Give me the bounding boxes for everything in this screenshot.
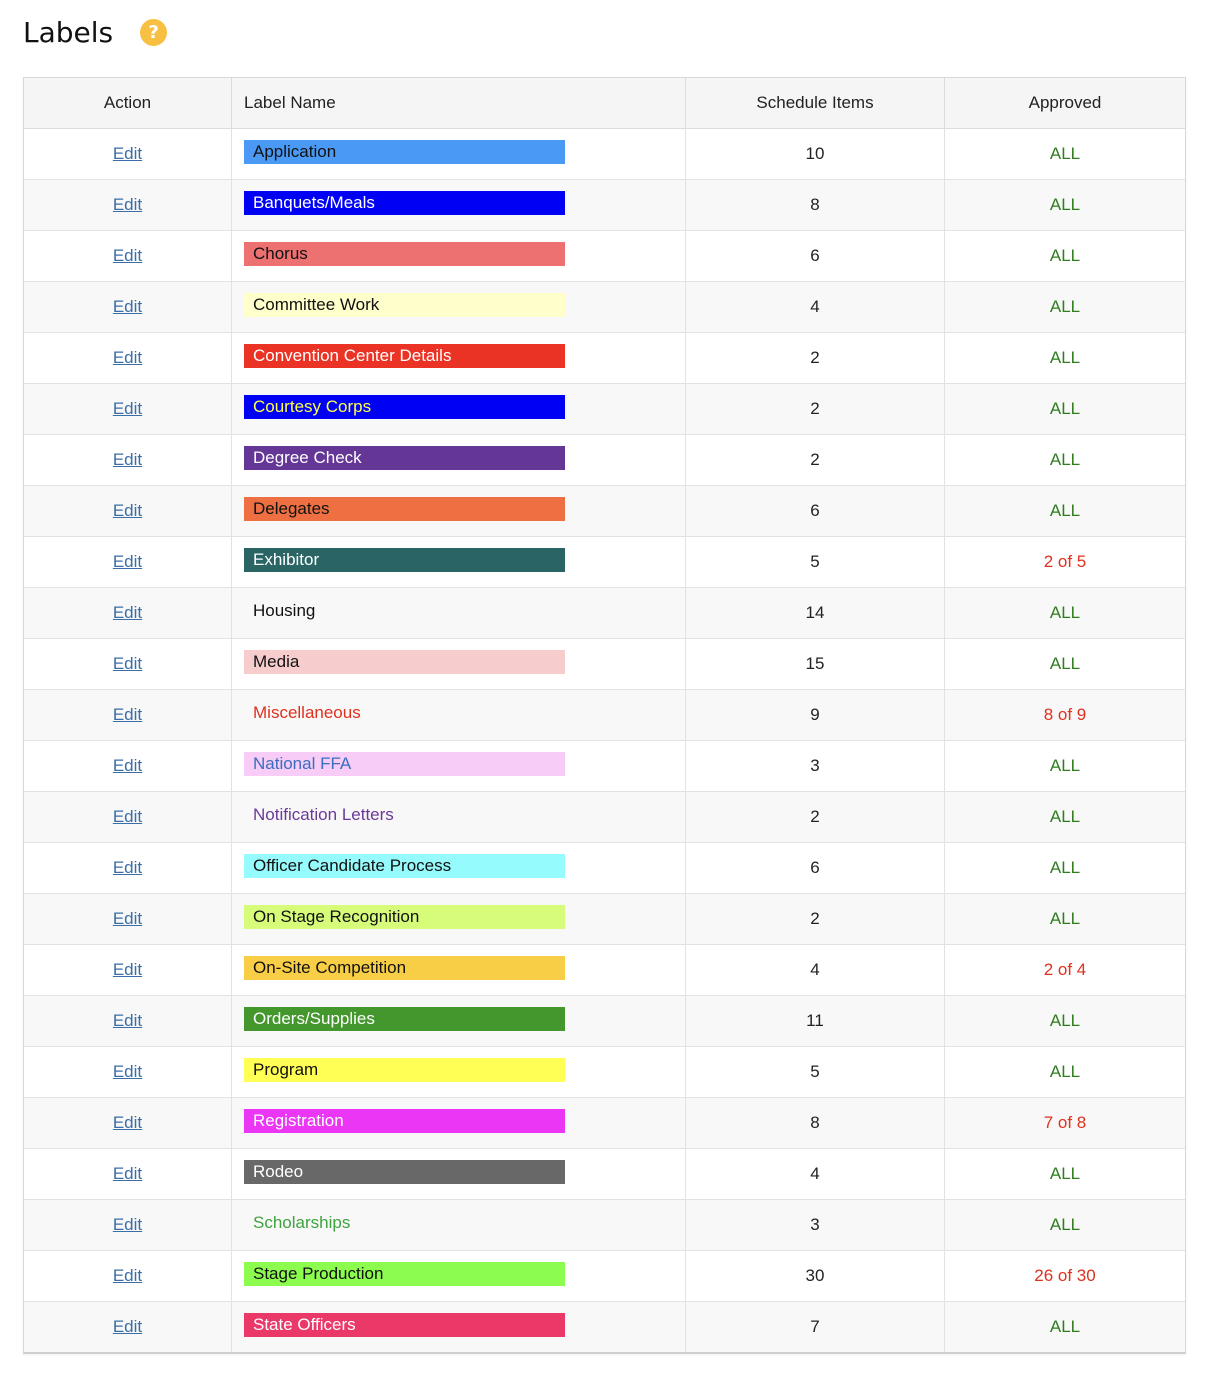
label-chip: Orders/Supplies <box>244 1007 565 1031</box>
approved-cell <box>945 1200 1186 1251</box>
schedule-items-cell <box>686 945 945 996</box>
label-name-cell <box>232 1047 686 1098</box>
label-name-cell <box>232 231 686 282</box>
schedule-items-cell <box>686 996 945 1047</box>
label-chip: Officer Candidate Process <box>244 854 565 878</box>
labels-table-container <box>23 77 1186 1354</box>
action-cell <box>24 741 232 792</box>
schedule-items-cell <box>686 843 945 894</box>
label-name-cell <box>232 1098 686 1149</box>
label-name-cell <box>232 843 686 894</box>
action-cell <box>24 945 232 996</box>
table-row <box>24 129 1185 180</box>
action-cell <box>24 1302 232 1353</box>
label-chip: Registration <box>244 1109 565 1133</box>
approved-status: ALL <box>1049 756 1081 775</box>
column-header-schedule-items: Schedule Items <box>686 78 945 129</box>
edit-link[interactable]: Edit <box>112 1215 143 1234</box>
approved-cell <box>945 537 1186 588</box>
label-chip: Exhibitor <box>244 548 565 572</box>
schedule-items-cell <box>686 384 945 435</box>
label-name-cell <box>232 741 686 792</box>
schedule-items-count: 4 <box>810 297 820 316</box>
schedule-items-cell <box>686 1200 945 1251</box>
schedule-items-count: 8 <box>810 1113 820 1132</box>
label-chip: On-Site Competition <box>244 956 565 980</box>
approved-cell <box>945 231 1186 282</box>
schedule-items-count: 3 <box>810 756 820 775</box>
action-cell <box>24 1098 232 1149</box>
table-row <box>24 537 1185 588</box>
labels-table <box>24 78 1185 1352</box>
table-row <box>24 792 1185 843</box>
label-name-cell <box>232 996 686 1047</box>
action-cell <box>24 180 232 231</box>
schedule-items-count: 5 <box>810 1062 820 1081</box>
label-name-cell <box>232 486 686 537</box>
approved-status: ALL <box>1049 858 1081 877</box>
action-cell <box>24 1149 232 1200</box>
approved-status: 7 of 8 <box>1043 1113 1087 1132</box>
schedule-items-count: 14 <box>805 603 825 622</box>
label-name-cell <box>232 945 686 996</box>
approved-status: ALL <box>1049 195 1081 214</box>
schedule-items-cell <box>686 1149 945 1200</box>
label-chip: Degree Check <box>244 446 565 470</box>
schedule-items-count: 2 <box>810 807 820 826</box>
label-name-cell <box>232 1200 686 1251</box>
schedule-items-cell <box>686 690 945 741</box>
approved-status: ALL <box>1049 807 1081 826</box>
approved-status: ALL <box>1049 348 1081 367</box>
approved-status: ALL <box>1049 654 1081 673</box>
table-row <box>24 945 1185 996</box>
edit-link[interactable]: Edit <box>112 246 143 265</box>
edit-link[interactable]: Edit <box>112 960 143 979</box>
schedule-items-cell <box>686 741 945 792</box>
column-header-approved: Approved <box>945 78 1186 129</box>
table-row <box>24 282 1185 333</box>
label-name-cell <box>232 639 686 690</box>
edit-link[interactable]: Edit <box>112 858 143 877</box>
approved-status: ALL <box>1049 909 1081 928</box>
edit-link[interactable]: Edit <box>112 144 143 163</box>
action-cell <box>24 282 232 333</box>
label-chip: Convention Center Details <box>244 344 565 368</box>
schedule-items-count: 10 <box>805 144 825 163</box>
action-cell <box>24 792 232 843</box>
schedule-items-cell <box>686 639 945 690</box>
table-row <box>24 639 1185 690</box>
label-name-cell <box>232 1251 686 1302</box>
table-row <box>24 1149 1185 1200</box>
edit-link[interactable]: Edit <box>112 1317 143 1336</box>
approved-status: ALL <box>1049 1062 1081 1081</box>
schedule-items-count: 7 <box>810 1317 820 1336</box>
table-row <box>24 690 1185 741</box>
table-row <box>24 741 1185 792</box>
approved-status: ALL <box>1049 1011 1081 1030</box>
label-name-cell <box>232 180 686 231</box>
approved-cell <box>945 894 1186 945</box>
schedule-items-cell <box>686 129 945 180</box>
table-row <box>24 1098 1185 1149</box>
approved-status: ALL <box>1049 246 1081 265</box>
label-name-cell <box>232 1149 686 1200</box>
table-row <box>24 894 1185 945</box>
action-cell <box>24 996 232 1047</box>
edit-link[interactable]: Edit <box>112 399 143 418</box>
question-mark-icon[interactable]: ? <box>140 19 167 46</box>
schedule-items-cell <box>686 588 945 639</box>
action-cell <box>24 333 232 384</box>
action-cell <box>24 1047 232 1098</box>
label-chip: Delegates <box>244 497 565 521</box>
approved-status: 2 of 5 <box>1043 552 1087 571</box>
schedule-items-cell <box>686 1302 945 1353</box>
schedule-items-cell <box>686 486 945 537</box>
approved-status: 26 of 30 <box>1034 1266 1096 1285</box>
schedule-items-cell <box>686 1047 945 1098</box>
approved-status: ALL <box>1049 399 1081 418</box>
approved-cell <box>945 792 1186 843</box>
action-cell <box>24 486 232 537</box>
label-chip: Notification Letters <box>253 804 394 824</box>
approved-cell <box>945 945 1186 996</box>
approved-status: ALL <box>1049 1215 1081 1234</box>
label-chip: Chorus <box>244 242 565 266</box>
schedule-items-count: 30 <box>805 1266 825 1285</box>
page-header <box>23 10 167 54</box>
action-cell <box>24 894 232 945</box>
schedule-items-count: 6 <box>810 501 820 520</box>
schedule-items-count: 4 <box>810 1164 820 1183</box>
label-chip: Scholarships <box>253 1212 351 1232</box>
label-chip: Application <box>244 140 565 164</box>
schedule-items-cell <box>686 435 945 486</box>
action-cell <box>24 588 232 639</box>
approved-cell <box>945 639 1186 690</box>
schedule-items-count: 3 <box>810 1215 820 1234</box>
approved-status: ALL <box>1049 501 1081 520</box>
edit-link[interactable]: Edit <box>112 1062 143 1081</box>
table-row <box>24 486 1185 537</box>
approved-status: ALL <box>1049 1164 1081 1183</box>
edit-link[interactable]: Edit <box>112 756 143 775</box>
action-cell <box>24 690 232 741</box>
approved-status: ALL <box>1049 1317 1081 1336</box>
table-row <box>24 843 1185 894</box>
action-cell <box>24 639 232 690</box>
label-name-cell <box>232 588 686 639</box>
approved-cell <box>945 996 1186 1047</box>
edit-link[interactable]: Edit <box>112 1164 143 1183</box>
schedule-items-cell <box>686 894 945 945</box>
action-cell <box>24 231 232 282</box>
approved-cell <box>945 1251 1186 1302</box>
approved-cell <box>945 1302 1186 1353</box>
label-chip: Housing <box>253 600 316 620</box>
table-row <box>24 996 1185 1047</box>
label-name-cell <box>232 384 686 435</box>
approved-cell <box>945 1098 1186 1149</box>
edit-link[interactable]: Edit <box>112 450 143 469</box>
label-chip: State Officers <box>244 1313 565 1337</box>
action-cell <box>24 843 232 894</box>
approved-status: 8 of 9 <box>1043 705 1087 724</box>
approved-cell <box>945 282 1186 333</box>
approved-status: ALL <box>1049 144 1081 163</box>
approved-cell <box>945 843 1186 894</box>
approved-status: ALL <box>1049 297 1081 316</box>
edit-link[interactable]: Edit <box>112 195 143 214</box>
label-name-cell <box>232 792 686 843</box>
label-chip: Courtesy Corps <box>244 395 565 419</box>
approved-cell <box>945 588 1186 639</box>
label-name-cell <box>232 435 686 486</box>
schedule-items-count: 5 <box>810 552 820 571</box>
schedule-items-cell <box>686 180 945 231</box>
approved-cell <box>945 435 1186 486</box>
table-row <box>24 1200 1185 1251</box>
schedule-items-cell <box>686 282 945 333</box>
schedule-items-count: 2 <box>810 399 820 418</box>
label-name-cell <box>232 537 686 588</box>
table-row <box>24 384 1185 435</box>
schedule-items-cell <box>686 537 945 588</box>
approved-status: 2 of 4 <box>1043 960 1087 979</box>
label-name-cell <box>232 129 686 180</box>
edit-link[interactable]: Edit <box>112 501 143 520</box>
schedule-items-count: 8 <box>810 195 820 214</box>
label-chip: Program <box>244 1058 565 1082</box>
label-chip: Miscellaneous <box>253 702 361 722</box>
edit-link[interactable]: Edit <box>112 297 143 316</box>
label-chip: Stage Production <box>244 1262 565 1286</box>
edit-link[interactable]: Edit <box>112 807 143 826</box>
label-chip: Banquets/Meals <box>244 191 565 215</box>
table-row <box>24 1302 1185 1353</box>
schedule-items-count: 2 <box>810 348 820 367</box>
label-name-cell <box>232 1302 686 1353</box>
label-chip: Rodeo <box>244 1160 565 1184</box>
approved-cell <box>945 741 1186 792</box>
edit-link[interactable]: Edit <box>112 654 143 673</box>
schedule-items-count: 11 <box>806 1011 824 1030</box>
table-row <box>24 333 1185 384</box>
schedule-items-count: 6 <box>810 246 820 265</box>
approved-cell <box>945 690 1186 741</box>
label-chip: On Stage Recognition <box>244 905 565 929</box>
page-title: Labels <box>23 15 114 49</box>
schedule-items-count: 9 <box>810 705 820 724</box>
approved-cell <box>945 129 1186 180</box>
action-cell <box>24 1200 232 1251</box>
table-row <box>24 1047 1185 1098</box>
action-cell <box>24 537 232 588</box>
schedule-items-cell <box>686 792 945 843</box>
label-name-cell <box>232 690 686 741</box>
table-row <box>24 435 1185 486</box>
schedule-items-count: 2 <box>810 450 820 469</box>
approved-cell <box>945 333 1186 384</box>
label-name-cell <box>232 282 686 333</box>
schedule-items-count: 15 <box>805 654 825 673</box>
edit-link[interactable]: Edit <box>112 909 143 928</box>
schedule-items-count: 4 <box>810 960 820 979</box>
schedule-items-count: 6 <box>810 858 820 877</box>
action-cell <box>24 435 232 486</box>
approved-status: ALL <box>1049 603 1081 622</box>
label-name-cell <box>232 894 686 945</box>
table-row <box>24 1251 1185 1302</box>
action-cell <box>24 129 232 180</box>
schedule-items-cell <box>686 1251 945 1302</box>
approved-cell <box>945 486 1186 537</box>
table-row <box>24 180 1185 231</box>
approved-cell <box>945 384 1186 435</box>
action-cell <box>24 1251 232 1302</box>
label-chip: National FFA <box>244 752 565 776</box>
label-chip: Committee Work <box>244 293 565 317</box>
table-row <box>24 588 1185 639</box>
edit-link[interactable]: Edit <box>112 1266 143 1285</box>
label-name-cell <box>232 333 686 384</box>
edit-link[interactable]: Edit <box>112 348 143 367</box>
schedule-items-cell <box>686 333 945 384</box>
approved-cell <box>945 1149 1186 1200</box>
edit-link[interactable]: Edit <box>112 1011 143 1030</box>
schedule-items-count: 2 <box>810 909 820 928</box>
table-row <box>24 231 1185 282</box>
label-chip: Media <box>244 650 565 674</box>
column-header-label-name: Label Name <box>232 78 686 129</box>
approved-cell <box>945 1047 1186 1098</box>
edit-link[interactable]: Edit <box>112 705 143 724</box>
approved-cell <box>945 180 1186 231</box>
column-header-action: Action <box>24 78 232 129</box>
approved-status: ALL <box>1049 450 1081 469</box>
action-cell <box>24 384 232 435</box>
table-header-row <box>24 78 1185 129</box>
schedule-items-cell <box>686 231 945 282</box>
edit-link[interactable]: Edit <box>112 552 143 571</box>
schedule-items-cell <box>686 1098 945 1149</box>
edit-link[interactable]: Edit <box>112 1113 143 1132</box>
edit-link[interactable]: Edit <box>112 603 143 622</box>
